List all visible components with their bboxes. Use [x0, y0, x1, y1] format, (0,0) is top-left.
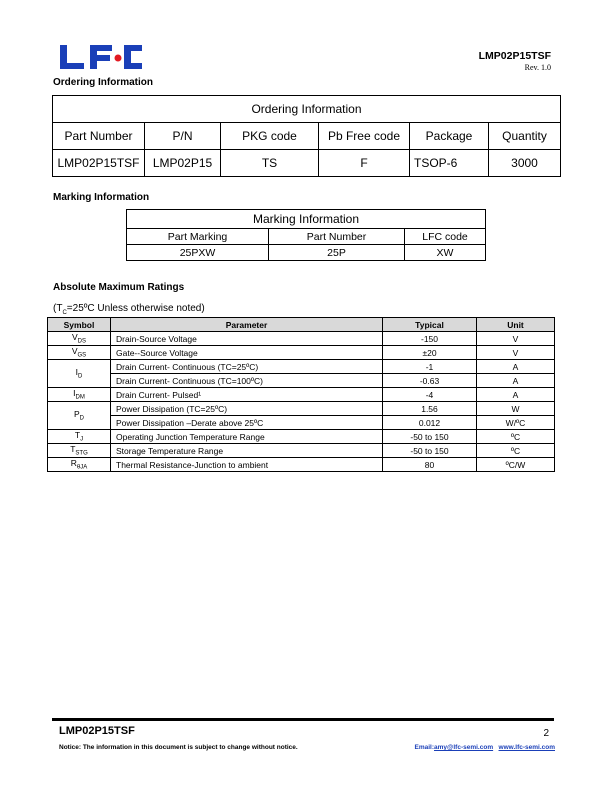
typical-cell: ±20	[383, 346, 477, 360]
ratings-col-header: Typical	[383, 318, 477, 332]
footer-part-number: LMP02P15TSF	[59, 725, 135, 737]
table-row	[48, 346, 555, 360]
unit-cell: A	[477, 374, 555, 388]
marking-col-header: LFC code	[405, 229, 486, 245]
marking-header-row	[127, 229, 486, 245]
symbol-letter: T	[74, 430, 81, 441]
unit-cell: W	[477, 402, 555, 416]
ordering-col-header: Quantity	[489, 123, 561, 150]
marking-table-title: Marking Information	[127, 210, 486, 229]
ordering-cell: 3000	[489, 150, 561, 177]
param-cell: Power Dissipation –Derate above 25ºC	[111, 416, 383, 430]
symbol-cell	[48, 388, 111, 402]
page-number: 2	[543, 728, 549, 739]
marking-cell: 25PXW	[127, 245, 269, 261]
table-row	[48, 444, 555, 458]
footer-notice: Notice: The information in this document is subject to change without notice.	[59, 744, 298, 751]
param-cell: Drain Current- Continuous (TC=100ºC)	[111, 374, 383, 388]
unit-cell: ºC	[477, 430, 555, 444]
ordering-col-header: Part Number	[53, 123, 145, 150]
symbol-letter: R	[70, 458, 77, 469]
lfc-logo	[60, 45, 142, 69]
param-cell: Drain Current- Pulsed¹	[111, 388, 383, 402]
param-cell: Gate--Source Voltage	[111, 346, 383, 360]
ordering-col-header: Pb Free code	[319, 123, 410, 150]
param-cell: Power Dissipation (TC=25ºC)	[111, 402, 383, 416]
table-row	[48, 388, 555, 402]
param-cell: Drain Current- Continuous (TC=25ºC)	[111, 360, 383, 374]
unit-cell: V	[477, 346, 555, 360]
ordering-cell: TSOP-6	[410, 150, 489, 177]
unit-cell: V	[477, 332, 555, 346]
table-row	[127, 245, 486, 261]
symbol-subscript: D	[79, 415, 84, 422]
typical-cell: -4	[383, 388, 477, 402]
symbol-cell	[48, 444, 111, 458]
ratings-header-row	[48, 318, 555, 332]
ordering-col-header: PKG code	[221, 123, 319, 150]
ratings-col-header: Parameter	[111, 318, 383, 332]
table-row	[48, 332, 555, 346]
condition-pre: (T	[53, 303, 63, 314]
unit-cell: ºC/W	[477, 458, 555, 472]
header-part-number: LMP02P15TSF	[478, 50, 551, 62]
symbol-cell	[48, 332, 111, 346]
typical-cell: 1.56	[383, 402, 477, 416]
marking-col-header: Part Marking	[127, 229, 269, 245]
param-cell: Drain-Source Voltage	[111, 332, 383, 346]
symbol-cell	[48, 430, 111, 444]
marking-cell: 25P	[269, 245, 405, 261]
symbol-cell	[48, 458, 111, 472]
condition-post: =25ºC Unless otherwise noted)	[66, 303, 205, 314]
typical-cell: -50 to 150	[383, 444, 477, 458]
ratings-col-header: Unit	[477, 318, 555, 332]
symbol-subscript: D	[78, 373, 83, 380]
ordering-cell: LMP02P15	[145, 150, 221, 177]
email-label: Email:	[414, 744, 435, 751]
ordering-table	[52, 95, 561, 177]
ratings-section-title: Absolute Maximum Ratings	[53, 282, 185, 293]
footer-contact	[415, 744, 556, 751]
footer-rule	[52, 718, 554, 721]
ratings-col-header: Symbol	[48, 318, 111, 332]
param-cell: Operating Junction Temperature Range	[111, 430, 383, 444]
symbol-subscript: DM	[75, 394, 85, 401]
typical-cell: -1	[383, 360, 477, 374]
ordering-table-title: Ordering Information	[53, 96, 561, 123]
unit-cell: W/ºC	[477, 416, 555, 430]
marking-table	[126, 209, 486, 261]
symbol-subscript: θJA	[76, 464, 88, 471]
ratings-body	[48, 332, 555, 472]
symbol-cell	[48, 346, 111, 360]
ordering-header-row	[53, 123, 561, 150]
symbol-letter: V	[71, 346, 78, 357]
param-cell: Storage Temperature Range	[111, 444, 383, 458]
table-row	[48, 458, 555, 472]
email-link[interactable]: amy@lfc-semi.com	[434, 744, 494, 751]
table-row	[48, 416, 555, 430]
header-revision: Rev. 1.0	[524, 63, 551, 72]
table-row	[48, 402, 555, 416]
table-row	[53, 150, 561, 177]
marking-col-header: Part Number	[269, 229, 405, 245]
ordering-section-title: Ordering Information	[53, 77, 153, 88]
unit-cell: ºC	[477, 444, 555, 458]
symbol-letter: I	[75, 367, 79, 378]
table-row	[48, 430, 555, 444]
symbol-letter: T	[70, 444, 76, 455]
symbol-subscript: STG	[75, 450, 88, 457]
typical-cell: -150	[383, 332, 477, 346]
ratings-condition	[53, 303, 205, 316]
table-row	[48, 360, 555, 374]
symbol-letter: V	[71, 332, 78, 343]
symbol-letter: I	[73, 388, 76, 399]
condition-sub: C	[62, 310, 67, 316]
ordering-col-header: P/N	[145, 123, 221, 150]
symbol-subscript: J	[80, 436, 84, 443]
marking-cell: XW	[405, 245, 486, 261]
param-cell: Thermal Resistance-Junction to ambient	[111, 458, 383, 472]
website-link[interactable]: www.lfc-semi.com	[498, 744, 555, 751]
symbol-subscript: DS	[77, 338, 86, 345]
ordering-col-header: Package	[410, 123, 489, 150]
typical-cell: 0.012	[383, 416, 477, 430]
ordering-cell: TS	[221, 150, 319, 177]
symbol-letter: P	[73, 409, 80, 420]
typical-cell: 80	[383, 458, 477, 472]
unit-cell: A	[477, 388, 555, 402]
unit-cell: A	[477, 360, 555, 374]
ordering-cell: F	[319, 150, 410, 177]
symbol-cell	[48, 360, 111, 388]
marking-section-title: Marking Information	[53, 192, 150, 203]
symbol-subscript: GS	[77, 352, 87, 359]
typical-cell: -50 to 150	[383, 430, 477, 444]
symbol-cell	[48, 402, 111, 430]
typical-cell: -0.63	[383, 374, 477, 388]
ordering-cell: LMP02P15TSF	[53, 150, 145, 177]
table-row	[48, 374, 555, 388]
ratings-table	[47, 317, 555, 472]
